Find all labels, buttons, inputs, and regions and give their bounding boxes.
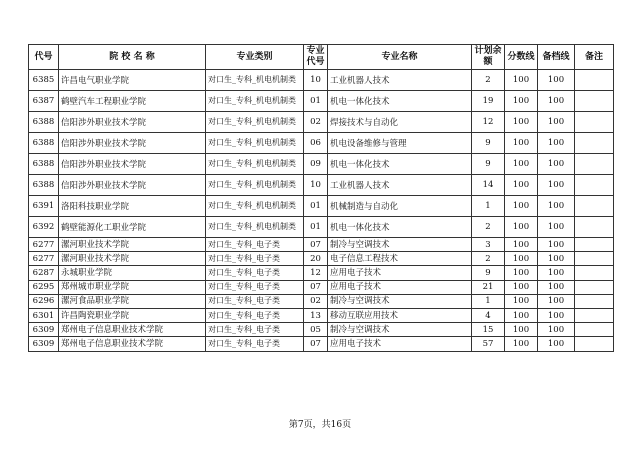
header-school: 院 校 名 称 [59,45,206,70]
row-major: 应用电子技术 [328,266,472,280]
row-file-score: 100 [538,252,575,266]
row-category: 对口生_专科_机电机制类 [206,196,304,217]
row-file-score: 100 [538,196,575,217]
row-code: 6387 [29,91,59,112]
row-major-code: 20 [304,252,328,266]
row-note [575,217,614,238]
row-remaining: 57 [472,337,505,351]
row-major: 机电一体化技术 [328,154,472,175]
row-category: 对口生_专科_电子类 [206,308,304,322]
row-major-code: 01 [304,196,328,217]
table-row [29,266,614,280]
row-category: 对口生_专科_机电机制类 [206,91,304,112]
row-school: 郑州城市职业学院 [59,280,206,294]
row-code: 6309 [29,323,59,337]
row-major: 移动互联应用技术 [328,308,472,322]
row-major-code: 10 [304,70,328,91]
row-remaining: 2 [472,217,505,238]
row-code: 6295 [29,280,59,294]
row-remaining: 3 [472,238,505,252]
row-major-code: 13 [304,308,328,322]
row-score: 100 [505,238,538,252]
row-remaining: 1 [472,196,505,217]
row-file-score: 100 [538,294,575,308]
row-remaining: 15 [472,323,505,337]
header-note: 备注 [575,45,614,70]
row-major: 制冷与空调技术 [328,294,472,308]
row-note [575,308,614,322]
row-code: 6287 [29,266,59,280]
table-header-row [29,45,614,70]
row-school: 漯河职业技术学院 [59,238,206,252]
row-note [575,196,614,217]
row-note [575,337,614,351]
row-code: 6388 [29,175,59,196]
row-code: 6388 [29,154,59,175]
row-school: 永城职业学院 [59,266,206,280]
row-major-code: 02 [304,112,328,133]
row-note [575,280,614,294]
row-file-score: 100 [538,91,575,112]
row-remaining: 1 [472,294,505,308]
row-remaining: 2 [472,70,505,91]
row-code: 6388 [29,133,59,154]
row-category: 对口生_专科_电子类 [206,323,304,337]
row-major-code: 01 [304,217,328,238]
row-major: 工业机器人技术 [328,70,472,91]
row-school: 信阳涉外职业技术学院 [59,154,206,175]
row-file-score: 100 [538,112,575,133]
table-row [29,217,614,238]
row-category: 对口生_专科_机电机制类 [206,175,304,196]
row-remaining: 9 [472,266,505,280]
row-score: 100 [505,217,538,238]
row-school: 郑州电子信息职业技术学院 [59,323,206,337]
row-file-score: 100 [538,175,575,196]
row-major: 工业机器人技术 [328,175,472,196]
row-note [575,266,614,280]
header-major: 专业名称 [328,45,472,70]
table-row [29,154,614,175]
row-major-code: 07 [304,280,328,294]
row-remaining: 21 [472,280,505,294]
row-category: 对口生_专科_机电机制类 [206,154,304,175]
row-remaining: 2 [472,252,505,266]
header-major-code: 专业代号 [304,45,328,70]
row-code: 6392 [29,217,59,238]
row-note [575,238,614,252]
row-major: 应用电子技术 [328,337,472,351]
row-score: 100 [505,266,538,280]
table-body [29,70,614,352]
row-category: 对口生_专科_机电机制类 [206,217,304,238]
row-major-code: 05 [304,323,328,337]
admission-table [28,44,614,352]
row-school: 郑州电子信息职业技术学院 [59,337,206,351]
row-score: 100 [505,252,538,266]
header-category: 专业类别 [206,45,304,70]
row-remaining: 12 [472,112,505,133]
table-row [29,133,614,154]
row-major-code: 07 [304,337,328,351]
row-remaining: 9 [472,154,505,175]
row-major-code: 07 [304,238,328,252]
row-category: 对口生_专科_机电机制类 [206,112,304,133]
row-code: 6385 [29,70,59,91]
row-major-code: 10 [304,175,328,196]
row-note [575,112,614,133]
row-score: 100 [505,337,538,351]
row-code: 6301 [29,308,59,322]
row-school: 漯河职业技术学院 [59,252,206,266]
row-file-score: 100 [538,308,575,322]
row-category: 对口生_专科_电子类 [206,238,304,252]
table-row [29,91,614,112]
row-note [575,252,614,266]
row-major-code: 06 [304,133,328,154]
row-school: 漯河食品职业学院 [59,294,206,308]
row-category: 对口生_专科_机电机制类 [206,70,304,91]
row-school: 信阳涉外职业技术学院 [59,112,206,133]
row-code: 6309 [29,337,59,351]
table-row [29,308,614,322]
row-school: 许昌陶瓷职业学院 [59,308,206,322]
row-note [575,133,614,154]
table-row [29,112,614,133]
row-score: 100 [505,175,538,196]
row-code: 6277 [29,252,59,266]
row-category: 对口生_专科_电子类 [206,252,304,266]
row-file-score: 100 [538,238,575,252]
row-file-score: 100 [538,337,575,351]
row-note [575,294,614,308]
row-school: 信阳涉外职业技术学院 [59,133,206,154]
row-category: 对口生_专科_电子类 [206,280,304,294]
table-row [29,252,614,266]
row-school: 许昌电气职业学院 [59,70,206,91]
row-file-score: 100 [538,323,575,337]
table-row [29,280,614,294]
row-major-code: 02 [304,294,328,308]
row-remaining: 9 [472,133,505,154]
header-code: 代号 [29,45,59,70]
row-code: 6391 [29,196,59,217]
table-row [29,337,614,351]
row-major-code: 12 [304,266,328,280]
header-file-score: 备档线 [538,45,575,70]
row-school: 鹤壁汽车工程职业学院 [59,91,206,112]
row-score: 100 [505,280,538,294]
row-major-code: 01 [304,91,328,112]
header-score: 分数线 [505,45,538,70]
row-category: 对口生_专科_电子类 [206,337,304,351]
row-code: 6277 [29,238,59,252]
row-score: 100 [505,70,538,91]
row-category: 对口生_专科_电子类 [206,294,304,308]
row-major: 机械制造与自动化 [328,196,472,217]
row-score: 100 [505,323,538,337]
table-row [29,196,614,217]
row-category: 对口生_专科_电子类 [206,266,304,280]
table-row [29,238,614,252]
row-score: 100 [505,133,538,154]
row-major: 机电一体化技术 [328,217,472,238]
row-school: 洛阳科技职业学院 [59,196,206,217]
row-file-score: 100 [538,133,575,154]
row-score: 100 [505,196,538,217]
row-score: 100 [505,112,538,133]
row-major: 机电设备维修与管理 [328,133,472,154]
row-remaining: 4 [472,308,505,322]
header-remaining: 计划余额 [472,45,505,70]
row-file-score: 100 [538,217,575,238]
row-file-score: 100 [538,280,575,294]
row-code: 6388 [29,112,59,133]
table-row [29,323,614,337]
row-file-score: 100 [538,266,575,280]
row-major-code: 09 [304,154,328,175]
row-score: 100 [505,154,538,175]
row-note [575,154,614,175]
row-major: 电子信息工程技术 [328,252,472,266]
row-major: 应用电子技术 [328,280,472,294]
row-category: 对口生_专科_机电机制类 [206,133,304,154]
admission-table-sheet [28,44,613,352]
row-major: 焊接技术与自动化 [328,112,472,133]
row-note [575,70,614,91]
row-school: 鹤壁能源化工职业学院 [59,217,206,238]
row-score: 100 [505,91,538,112]
row-major: 制冷与空调技术 [328,238,472,252]
row-file-score: 100 [538,154,575,175]
row-note [575,91,614,112]
row-remaining: 19 [472,91,505,112]
row-remaining: 14 [472,175,505,196]
page-footer: 第7页，共16页 [288,420,352,430]
row-score: 100 [505,294,538,308]
row-note [575,323,614,337]
row-file-score: 100 [538,70,575,91]
row-note [575,175,614,196]
row-major: 制冷与空调技术 [328,323,472,337]
row-school: 信阳涉外职业技术学院 [59,175,206,196]
row-code: 6296 [29,294,59,308]
table-row [29,175,614,196]
table-row [29,294,614,308]
row-major: 机电一体化技术 [328,91,472,112]
row-score: 100 [505,308,538,322]
table-row [29,70,614,91]
